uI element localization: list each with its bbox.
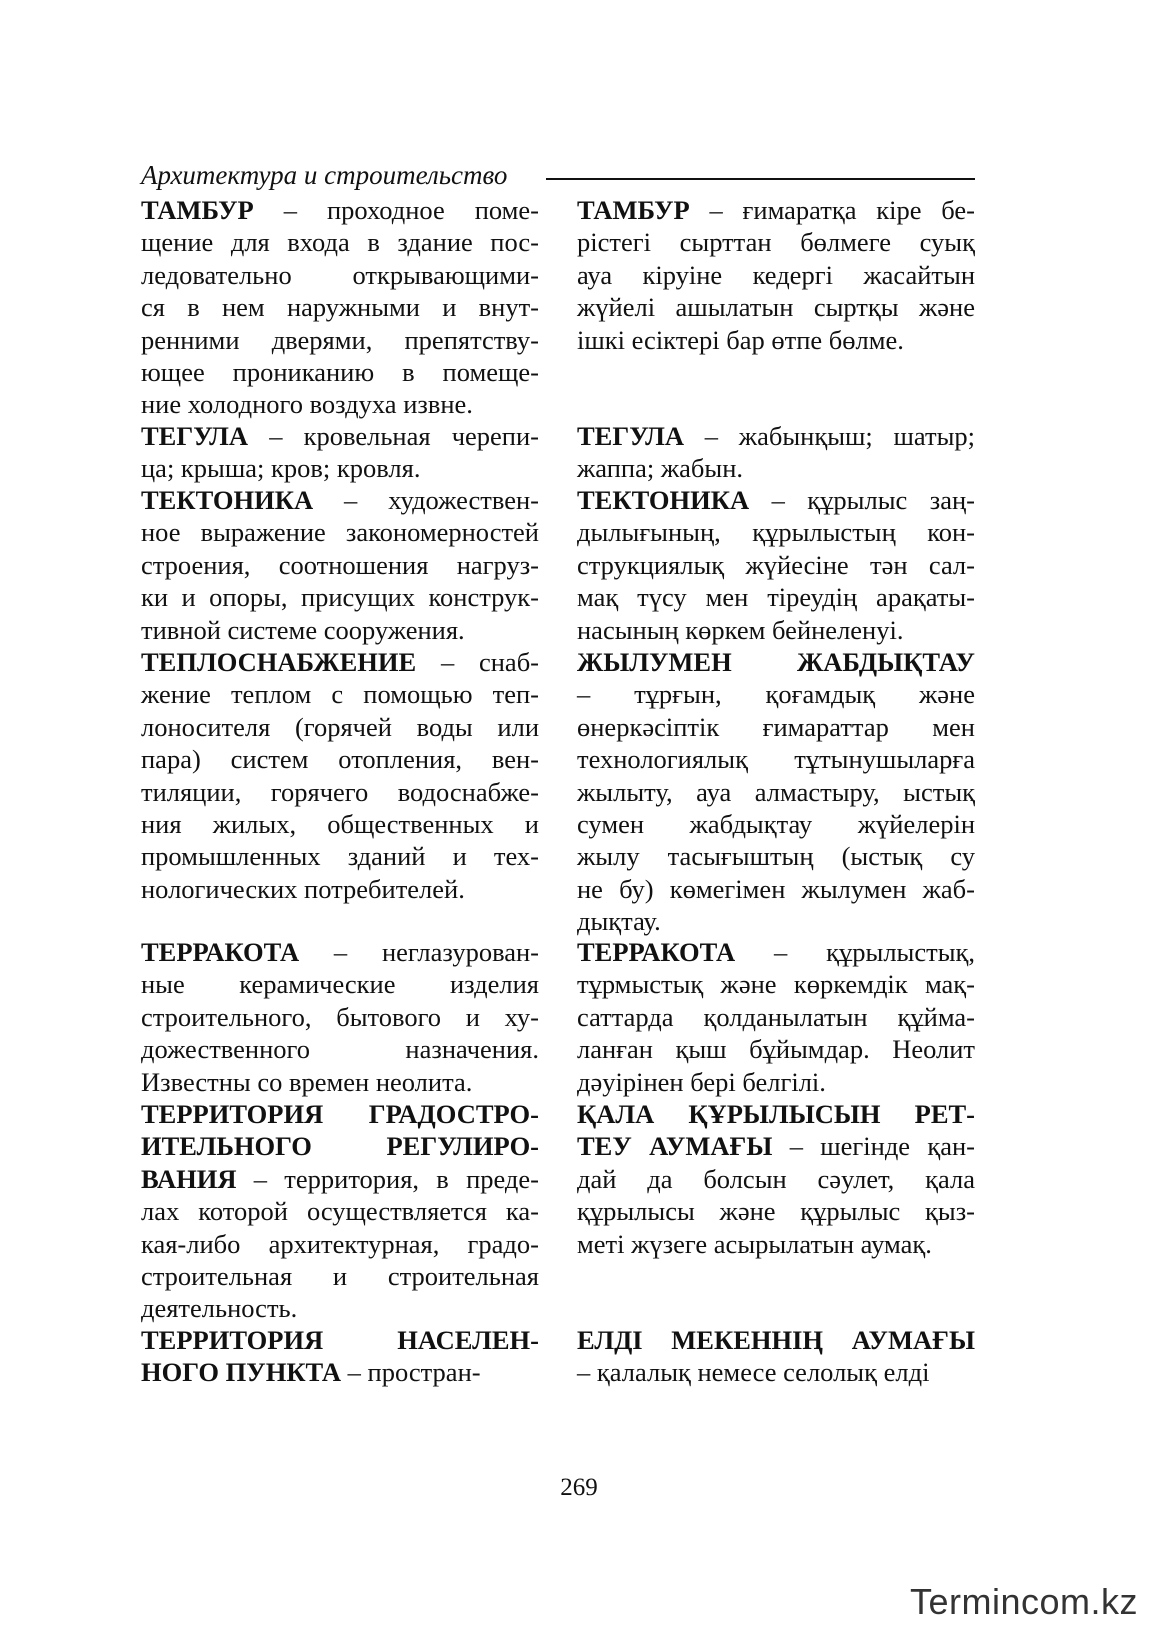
entry-line <box>577 808 975 840</box>
entry-text: құрылысы және құрылыс қыз- <box>577 1196 975 1227</box>
entry-line <box>577 968 975 1000</box>
entry-line <box>141 291 539 323</box>
entry-term: ТЕГУЛА <box>577 421 685 451</box>
header-rule <box>546 178 975 180</box>
entry-line <box>141 936 539 968</box>
entry-line <box>141 1098 539 1130</box>
entry-line <box>141 516 539 548</box>
entry-text: ные керамические изделия <box>141 969 539 1000</box>
entry-text: ся в нем наружными и внут- <box>141 292 539 323</box>
entry-text: жылыту, ауа алмастыру, ыстық <box>577 776 975 807</box>
entry-text: – проходное поме- <box>253 195 539 225</box>
entry-text: ледовательно открывающими- <box>141 259 539 290</box>
entry-text: – простран- <box>341 1357 481 1388</box>
entry-term: ТЕГУЛА <box>141 421 249 451</box>
entry-text: – кровельная черепи- <box>248 421 539 451</box>
entry-text: струкциялық жүйесіне тән сал- <box>577 549 975 580</box>
entry-term: ТАМБУР <box>141 195 254 225</box>
entry-text: – художествен- <box>313 485 539 515</box>
dictionary-entry <box>577 936 975 1098</box>
page-number: 269 <box>560 1474 598 1501</box>
entry-line <box>577 1130 975 1162</box>
entry-line <box>141 1324 539 1356</box>
entry-text: технологиялық тұтынушыларға <box>577 744 975 775</box>
entry-line <box>577 484 975 516</box>
dictionary-entry <box>577 194 975 356</box>
entry-line <box>141 808 539 840</box>
entry-line <box>141 226 539 258</box>
entry-line <box>141 1130 539 1162</box>
header-title: Архитектура и строительство <box>141 160 508 190</box>
entry-text: ца; крыша; кров; кровля. <box>141 453 421 484</box>
entry-term: ИТЕЛЬНОГО РЕГУЛИРО- <box>141 1131 539 1162</box>
entry-line <box>577 420 975 452</box>
entry-line <box>141 1195 539 1227</box>
entry-line <box>577 776 975 808</box>
entry-line <box>577 549 975 581</box>
entry-text: лоносителя (горячей воды или <box>141 711 539 742</box>
entry-text: – шегінде қан- <box>772 1131 975 1162</box>
entry-line <box>141 194 539 226</box>
entry-text: ное выражение закономерностей <box>141 517 539 548</box>
entry-line <box>141 484 539 516</box>
entry-line <box>577 226 975 258</box>
entry-term: ТЕРРАКОТА <box>577 937 736 967</box>
entry-text: Известны со времен неолита. <box>141 1066 473 1097</box>
entry-line <box>141 1260 539 1292</box>
entry-text: – құрылыстық, <box>735 937 975 967</box>
entry-line <box>577 646 975 678</box>
entry-text: – снаб- <box>416 647 539 677</box>
entry-line <box>577 1356 975 1388</box>
entry-text: ния жилых, общественных и <box>141 808 539 839</box>
entry-line <box>577 905 975 937</box>
entry-term: НОГО ПУНКТА <box>141 1357 342 1388</box>
entry-term: ТЕКТОНИКА <box>577 485 750 515</box>
entry-line <box>141 388 539 420</box>
dictionary-entry <box>141 1098 539 1325</box>
entry-text: промышленных зданий и тех- <box>141 841 539 872</box>
entry-text: не бу) көмегімен жылумен жаб- <box>577 873 975 904</box>
entry-line <box>577 678 975 710</box>
entry-term: ТЕУ АУМАҒЫ <box>577 1131 773 1162</box>
entry-text: нологических потребителей. <box>141 873 465 904</box>
entry-line <box>141 646 539 678</box>
entry-text: щение для входа в здание пос- <box>141 227 539 258</box>
entry-line <box>577 936 975 968</box>
entry-line <box>577 743 975 775</box>
entry-text: ние холодного воздуха извне. <box>141 389 473 420</box>
entry-text: пара) систем отопления, вен- <box>141 744 539 775</box>
entry-line <box>577 1195 975 1227</box>
entry-text: тивной системе сооружения. <box>141 614 465 645</box>
entry-line <box>141 614 539 646</box>
entry-text: ющее прониканию в помеще- <box>141 356 539 387</box>
dictionary-entry <box>141 646 539 905</box>
entry-line <box>141 452 539 484</box>
entry-text: дықтау. <box>577 906 661 937</box>
entry-line <box>141 743 539 775</box>
entry-term: ТЕРРАКОТА <box>141 937 300 967</box>
entry-text: рістегі сырттан бөлмеге суық <box>577 227 975 258</box>
entry-line <box>577 581 975 613</box>
entry-text: саттарда қолданылатын құйма- <box>577 1001 975 1032</box>
entry-line <box>141 1228 539 1260</box>
entry-line <box>577 1228 975 1260</box>
entry-line <box>577 840 975 872</box>
entry-text: ки и опоры, присущих конструк- <box>141 582 539 613</box>
entry-text: – территория, в преде- <box>236 1163 539 1194</box>
entry-text: ренними дверями, препятству- <box>141 324 539 355</box>
entry-line <box>141 324 539 356</box>
entry-line <box>577 1001 975 1033</box>
entry-line <box>577 1324 975 1356</box>
entry-text: ланған қыш бұйымдар. Неолит <box>577 1034 975 1065</box>
entry-line <box>577 324 975 356</box>
entry-line <box>577 516 975 548</box>
entry-text: строительная и строительная <box>141 1260 539 1291</box>
entry-text: сумен жабдықтау жүйелерін <box>577 808 975 839</box>
entry-text: тиляции, горячего водоснабже- <box>141 776 539 807</box>
entry-line <box>577 1033 975 1065</box>
entry-line <box>577 194 975 226</box>
entry-text: жаппа; жабын. <box>577 453 744 484</box>
entry-line <box>141 259 539 291</box>
entry-line <box>577 614 975 646</box>
entry-line <box>577 1098 975 1130</box>
entry-text: жүйелі ашылатын сыртқы және <box>577 292 975 323</box>
entry-text: деятельность. <box>141 1293 298 1324</box>
dictionary-entry <box>577 646 975 938</box>
entry-term: ТЕРРИТОРИЯ НАСЕЛЕН- <box>141 1325 539 1355</box>
entry-text: строительного, бытового и ху- <box>141 1001 539 1032</box>
entry-line <box>141 873 539 905</box>
entry-term: ЖЫЛУМЕН ЖАБДЫҚТАУ <box>577 647 975 677</box>
entry-line <box>141 1066 539 1098</box>
entry-text: мақ түсу мен тіреудің арақаты- <box>577 582 975 613</box>
entry-text: кая-либо архитектурная, градо- <box>141 1228 539 1259</box>
entry-term: ВАНИЯ <box>141 1163 237 1194</box>
entry-line <box>577 291 975 323</box>
entry-line <box>577 1066 975 1098</box>
entry-text: лах которой осуществляется ка- <box>141 1196 539 1227</box>
watermark-text: Termincom.kz <box>909 1581 1138 1622</box>
entry-text: насының көркем бейнеленуі. <box>577 614 904 645</box>
entry-line <box>141 776 539 808</box>
dictionary-entry <box>577 1324 975 1389</box>
entry-term: ТЕПЛОСНАБЖЕНИЕ <box>141 647 417 677</box>
entry-line <box>141 1292 539 1324</box>
entry-line <box>141 1001 539 1033</box>
dictionary-entry <box>141 194 539 421</box>
entry-line <box>141 1033 539 1065</box>
dictionary-entry <box>577 1098 975 1260</box>
entry-term: ТАМБУР <box>577 195 690 225</box>
entry-line <box>141 968 539 1000</box>
entry-text: – қалалық немесе селолық елді <box>577 1357 930 1388</box>
entry-line <box>141 581 539 613</box>
entry-line <box>577 873 975 905</box>
entry-line <box>141 356 539 388</box>
entry-text: – жабынқыш; шатыр; <box>684 421 975 451</box>
entry-text: дай да болсын сәулет, қала <box>577 1163 975 1194</box>
entry-term: ТЕКТОНИКА <box>141 485 314 515</box>
entry-term: ЕЛДІ МЕКЕННІҢ АУМАҒЫ <box>577 1325 975 1355</box>
entry-text: жение теплом с помощью теп- <box>141 679 539 710</box>
dictionary-entry <box>141 484 539 646</box>
dictionary-entry <box>577 420 975 485</box>
entry-line <box>141 840 539 872</box>
entry-term: ТЕРРИТОРИЯ ГРАДОСТРО- <box>141 1099 539 1129</box>
entry-text: өнеркәсіптік ғимараттар мен <box>577 711 975 742</box>
entry-line <box>577 259 975 291</box>
watermark-logo <box>910 1581 1138 1629</box>
entry-line <box>577 452 975 484</box>
entry-line <box>141 549 539 581</box>
entry-term: ҚАЛА ҚҰРЫЛЫСЫН РЕТ- <box>577 1099 975 1129</box>
dictionary-entry <box>141 420 539 485</box>
entry-text: ішкі есіктері бар өтпе бөлме. <box>577 324 904 355</box>
entry-line <box>141 1163 539 1195</box>
entry-text: меті жүзеге асырылатын аумақ. <box>577 1228 932 1259</box>
entry-line <box>141 678 539 710</box>
entry-text: – ғимаратқа кіре бе- <box>689 195 975 225</box>
entry-text: – неглазурован- <box>299 937 539 967</box>
entry-text: дожественного назначения. <box>141 1034 539 1065</box>
entry-text: – құрылыс заң- <box>749 485 975 515</box>
dictionary-entry <box>577 484 975 646</box>
entry-text: дәуірінен бері белгілі. <box>577 1066 826 1097</box>
running-header <box>141 158 975 194</box>
entry-text: ауа кіруіне кедергі жасайтын <box>577 259 975 290</box>
entry-text: дылығының, құрылыстың кон- <box>577 517 975 548</box>
dictionary-entry <box>141 1324 539 1389</box>
entry-line <box>141 420 539 452</box>
entry-line <box>577 1163 975 1195</box>
entry-text: строения, соотношения нагруз- <box>141 549 539 580</box>
entry-line <box>577 711 975 743</box>
entry-line <box>141 1356 539 1388</box>
dictionary-entry <box>141 936 539 1098</box>
entry-line <box>141 711 539 743</box>
entry-text: – тұрғын, қоғамдық және <box>577 679 975 710</box>
entry-text: жылу тасығыштың (ыстық су <box>577 841 975 872</box>
entry-text: тұрмыстық және көркемдік мақ- <box>577 969 975 1000</box>
